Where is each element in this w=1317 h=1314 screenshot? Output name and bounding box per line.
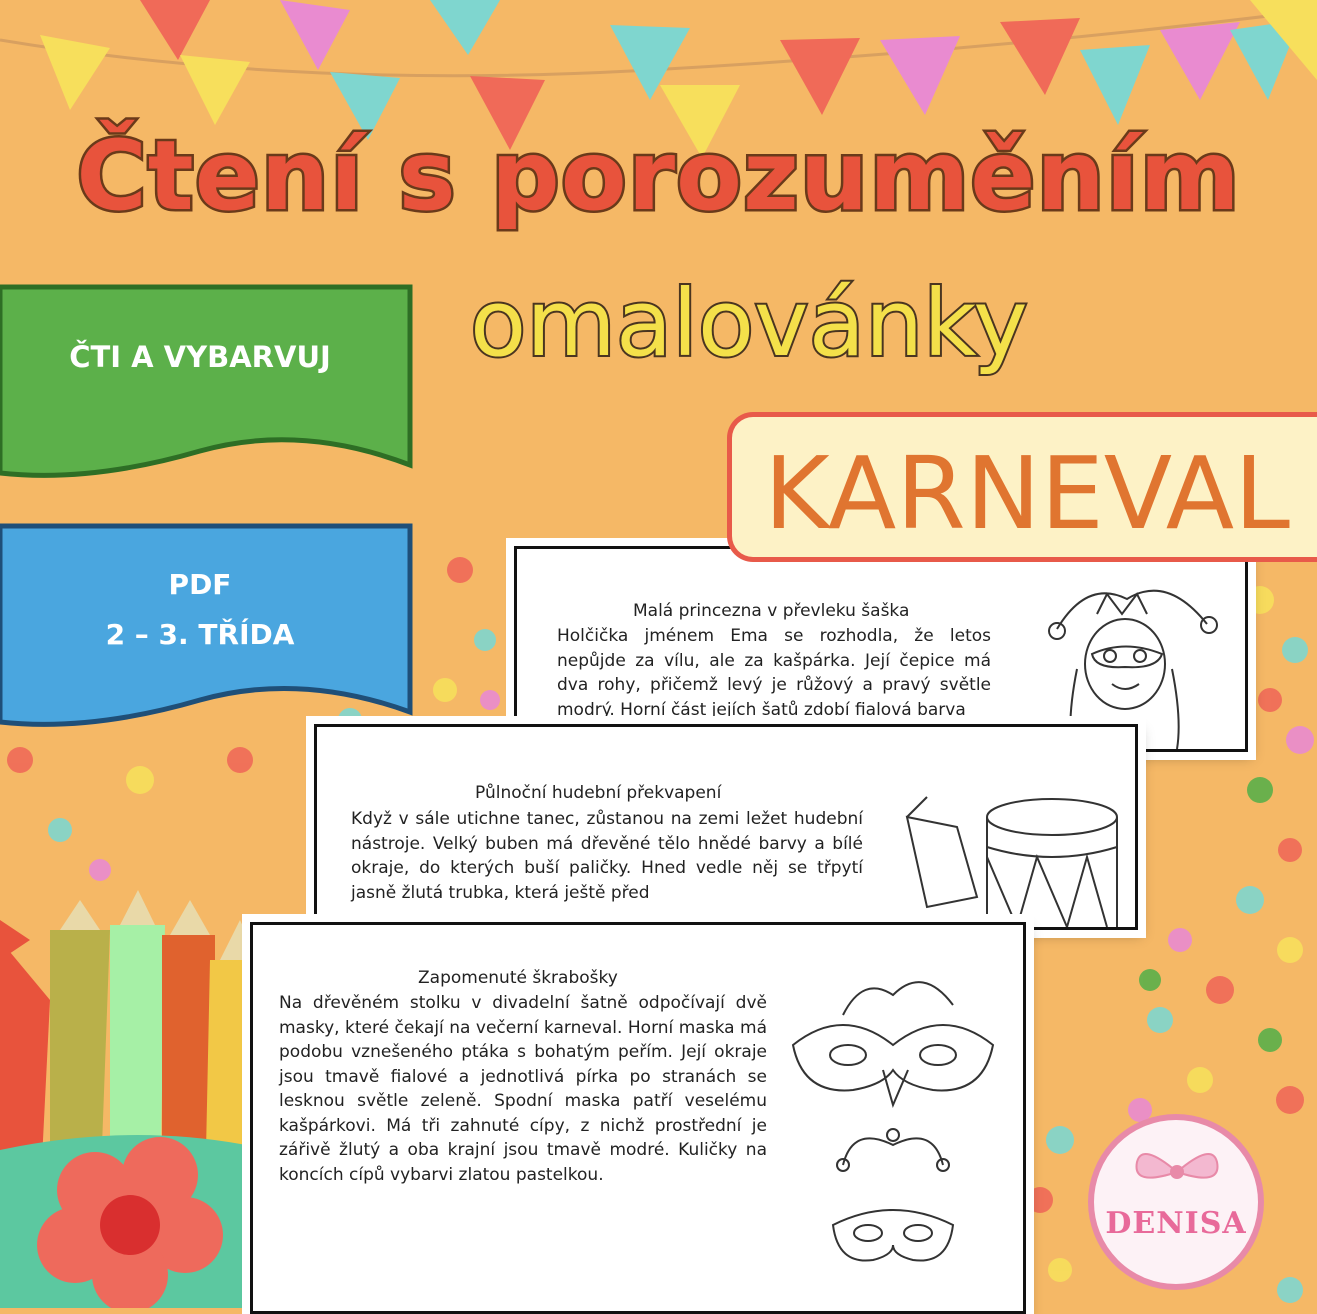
ribbon-label-grade: 2 – 3. TŘÍDA: [105, 618, 295, 651]
card-title: Zapomenuté škrabošky: [418, 968, 618, 988]
ribbon-label-read-color: ČTI A VYBARVUJ: [69, 340, 331, 374]
green-ribbon: [0, 283, 420, 493]
bow-icon: [1132, 1142, 1222, 1202]
card-text: Holčička jménem Ema se rozhodla, že letos nepůjde za vílu, ale za kašpárka. Její čepice má dva rohy, přičemž levý je růžový a pravý světle modrý. Horní část jejích šatů zdobí fialová barva: [557, 626, 991, 720]
ribbon-label-format: PDF: [168, 568, 232, 601]
card-title: Půlnoční hudební překvapení: [475, 783, 722, 803]
worksheet-card-masks: [250, 922, 1026, 1314]
card-text: Na dřevěném stolku v divadelní šatně odpočívají dvě masky, které čekají na večerní karneval. Horní maska má podobu vznešeného ptáka s bohatým peřím. Její okraje jsou tmavě fialové a jednotlivá pírka po stranách se lesknou světle zeleně. Spodní maska patří veselému kašpárkovi. Má tři zahnuté cípy, z nichž prostřední je zářivě žlutý a oba krajní jsou tmavě modré. Kuličky na koncích cípů vybarvi zlatou pastelkou.: [279, 993, 767, 1185]
logo-text: DENISA: [1105, 1206, 1247, 1241]
drum-trumpet-illustration: [887, 787, 1127, 927]
card-title: Malá princezna v převleku šaška: [633, 601, 910, 621]
page-subtitle: omalovánky: [470, 270, 1028, 377]
theme-banner: [727, 412, 1317, 562]
jester-girl-illustration: [1017, 569, 1237, 749]
masks-illustration: [783, 965, 1003, 1295]
card-text: Když v sále utichne tanec, zůstanou na zemi ležet hudební nástroje. Velký buben má dřevěné tělo hnědé barvy a bílé okraje, do kterých buší paličky. Hned vedle něj se třpytí jasně žlutá trubka, která ještě před: [351, 809, 863, 903]
author-logo: [1088, 1114, 1264, 1290]
page-title: Čtení s porozuměním: [76, 120, 1241, 232]
worksheet-card-music: [314, 724, 1138, 930]
theme-label: KARNEVAL: [764, 435, 1290, 552]
worksheet-card-princess: [514, 546, 1248, 752]
